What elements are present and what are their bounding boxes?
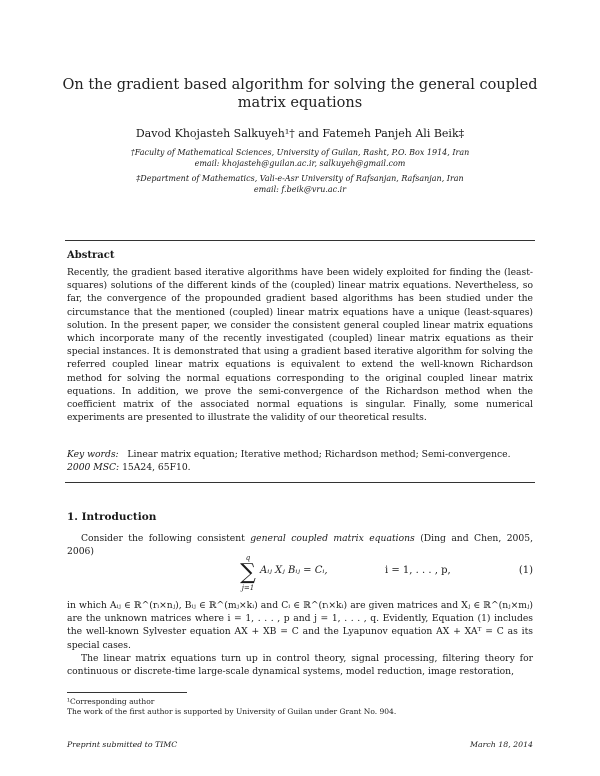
footnote-corresponding: ¹Corresponding author [67,697,155,706]
abstract-bottom-rule [65,482,535,483]
equation-number: (1) [518,565,533,576]
abstract-heading: Abstract [67,250,115,261]
affiliation-1: †Faculty of Mathematical Sciences, University of Guilan, Rasht, P.O. Box 1914, Iran [130,148,470,157]
intro-paragraph-1: Consider the following consistent general coupled matrix equations (Ding and Chen, 2005, 2006) [67,533,534,558]
keywords-block [67,448,533,474]
footnote-grant: The work of the first author is supported by University of Guilan under Grant No. 904. [67,707,397,716]
keywords-value: Linear matrix equation; Iterative method; Richardson method; Semi-convergence. [127,449,511,460]
footnote-rule [67,692,187,693]
msc-label: 2000 MSC: [67,462,120,474]
keywords-label: Key words: [67,449,119,460]
author-line: Davod Khojasteh Salkuyeh¹† and Fatemeh Panjeh Ali Beik‡ [135,127,465,140]
section-heading: 1. Introduction [67,511,157,523]
abstract-top-rule [65,240,535,241]
affiliation-2-email: email: f.beik@vru.ac.ir [253,185,347,194]
affiliation-2: ‡Department of Mathematics, Vali-e-Asr University of Rafsanjan, Rafsanjan, Iran [136,174,464,183]
affiliation-1-email: email: khojasteh@guilan.ac.ir, salkuyeh@gmail.com [194,159,406,168]
intro-paragraph-2: in which Aᵢⱼ ∈ ℝ^(rᵢ×nⱼ), Bᵢⱼ ∈ ℝ^(mⱼ×kᵢ) and Cᵢ ∈ ℝ^(rᵢ×kᵢ) are given matrices and Xⱼ ∈ ℝ^(nⱼ×mⱼ) are the unknown matrices where i = 1, . . . , p and j = 1, . . . , q. Evidently, Equation (1) includes the well-known Sylvester equation AX + XB = C and the Lyapunov equation AX + XAᵀ = C as its special cases. [67,600,533,651]
footer-date: March 18, 2014 [470,740,533,749]
intro-paragraph-3: The linear matrix equations turn up in control theory, signal processing, filtering theory for continuous or discrete-time large-scale dynamical systems, model reduction, image restoration, [67,653,533,678]
msc-value: 15A24, 65F10. [122,462,191,474]
summation-symbol: q ∑ j=1 [240,554,256,592]
paper-title: On the gradient based algorithm for solving the general coupled matrix equations [62,77,538,111]
equation-condition: i = 1, . . . , p, [385,565,451,576]
equation-body: Aᵢⱼ Xⱼ Bᵢⱼ = Cᵢ, [260,565,328,576]
abstract-text: Recently, the gradient based iterative algorithms have been widely exploited for finding the (least-squares) solutions of the different kinds of the (coupled) linear matrix equations. Nevertheless, so far, the convergence of the propounded gradient based algorithms has been studied under the circumstance that the mentioned (coupled) linear matrix equations have a unique (least-squares) solution. In the present paper, we consider the consistent general coupled linear matrix equations which incorporate many of the recently investigated (coupled) linear matrix equations as their special instances. It is demonstrated that using a gradient based iterative algorithm for solving the referred coupled linear matrix equations is equivalent to extend the well-known Richardson method for solving the normal equations corresponding to the original coupled linear matrix equations. In addition, we prove the semi-convergence of the Richardson method when the coefficient matrix of the associated normal equations is singular. Finally, some numerical experiments are presented to illustrate the validity of our theoretical results. [67,267,533,424]
footer-preprint: Preprint submitted to TIMC [67,740,178,749]
equation-1 [67,555,533,591]
